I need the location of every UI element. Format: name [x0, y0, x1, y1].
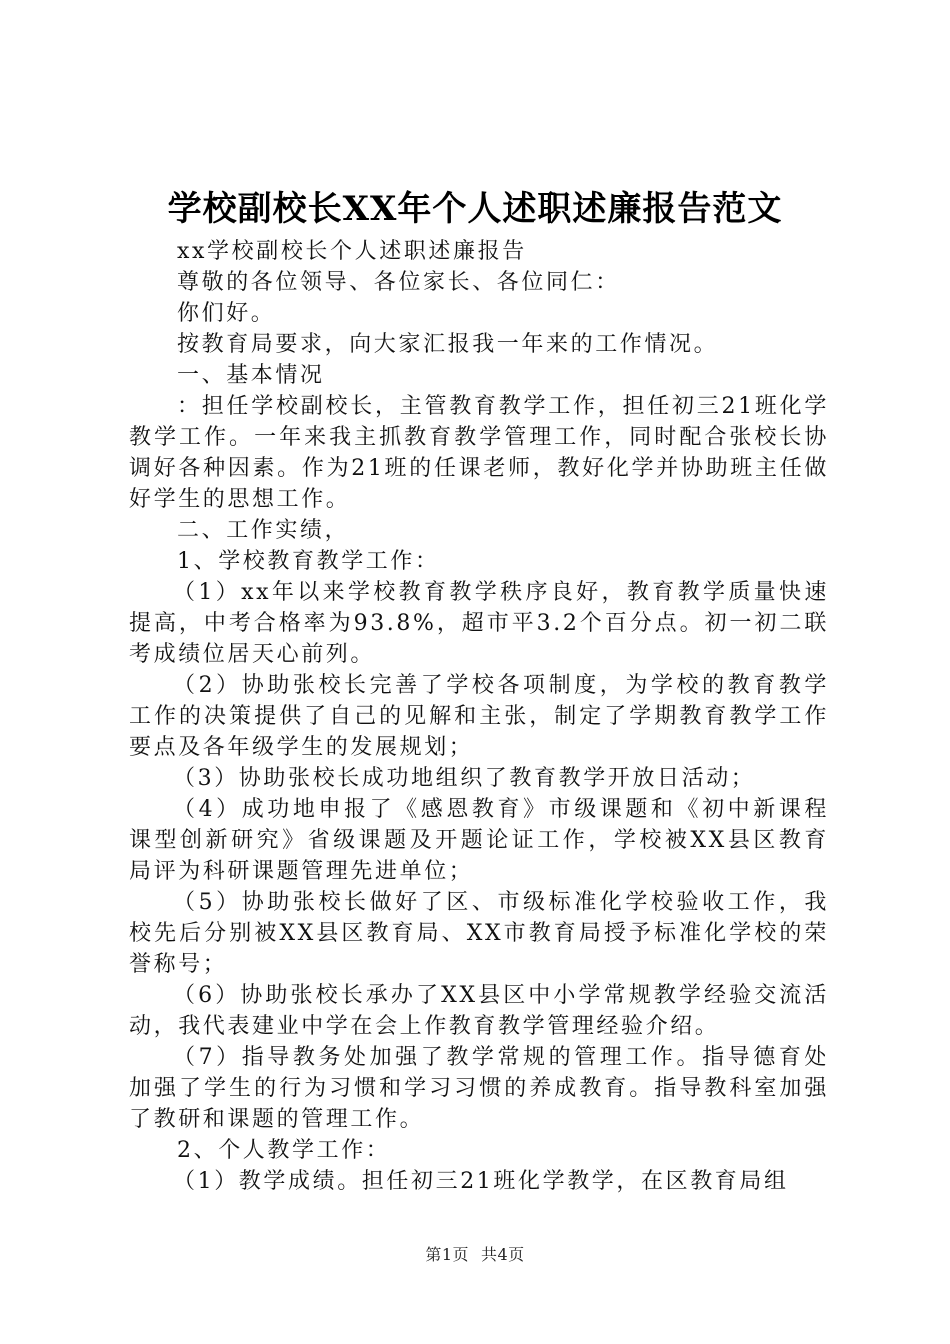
list-item: （7）指导教务处加强了教学常规的管理工作。指导德育处加强了学生的行为习惯和学习习惯的养成教育。指导教科室加强了教研和课题的管理工作。: [129, 1045, 829, 1132]
list-item: （1）xx年以来学校教育教学秩序良好，教育教学质量快速提高，中考合格率为93.8%，超市平3.2个百分点。初一初二联考成绩位居天心前列。: [129, 580, 829, 667]
section-heading-basic-info: 一、基本情况: [177, 363, 325, 388]
paragraph-basic-info: ：担任学校副校长，主管教育教学工作，担任初三21班化学教学工作。一年来我主抓教育教学管理工作，同时配合张校长协调好各种因素。作为21班的任课老师，教好化学并协助班主任做好学生的思想工作。: [129, 394, 829, 512]
document-body: [129, 236, 829, 1197]
list-item: （4）成功地申报了《感恩教育》市级课题和《初中新课程课型创新研究》省级课题及开题论证工作，学校被XX县区教育局评为科研课题管理先进单位；: [129, 797, 829, 884]
document-title: 学校副校长XX年个人述职述廉报告范文: [167, 189, 783, 229]
list-item: （1）教学成绩。担任初三21班化学教学，在区教育局组: [173, 1169, 789, 1194]
page-total: 共4页: [481, 1245, 525, 1264]
paragraph-greeting: 你们好。: [177, 301, 276, 326]
page-footer: [0, 1245, 950, 1265]
subheading-school-teaching: 1、学校教育教学工作：: [177, 549, 440, 574]
subheading-personal-teaching: 2、个人教学工作：: [177, 1138, 391, 1163]
paragraph-salutation: 尊敬的各位领导、各位家长、各位同仁：: [177, 270, 620, 295]
list-item: （3）协助张校长成功地组织了教育教学开放日活动；: [173, 766, 756, 791]
page-number: 第1页: [425, 1245, 469, 1264]
paragraph-intro: 按教育局要求，向大家汇报我一年来的工作情况。: [177, 332, 719, 357]
list-item: （5）协助张校长做好了区、市级标准化学校验收工作，我校先后分别被XX县区教育局、XX市教育局授予标准化学校的荣誉称号；: [129, 890, 829, 977]
section-heading-achievements: 二、工作实绩，: [177, 518, 350, 543]
paragraph-report-subtitle: xx学校副校长个人述职述廉报告: [177, 239, 527, 264]
list-item: （6）协助张校长承办了XX县区中小学常规教学经验交流活动，我代表建业中学在会上作教育教学管理经验介绍。: [129, 983, 829, 1039]
list-item: （2）协助张校长完善了学校各项制度，为学校的教育教学工作的决策提供了自己的见解和主张，制定了学期教育教学工作要点及各年级学生的发展规划；: [129, 673, 829, 760]
